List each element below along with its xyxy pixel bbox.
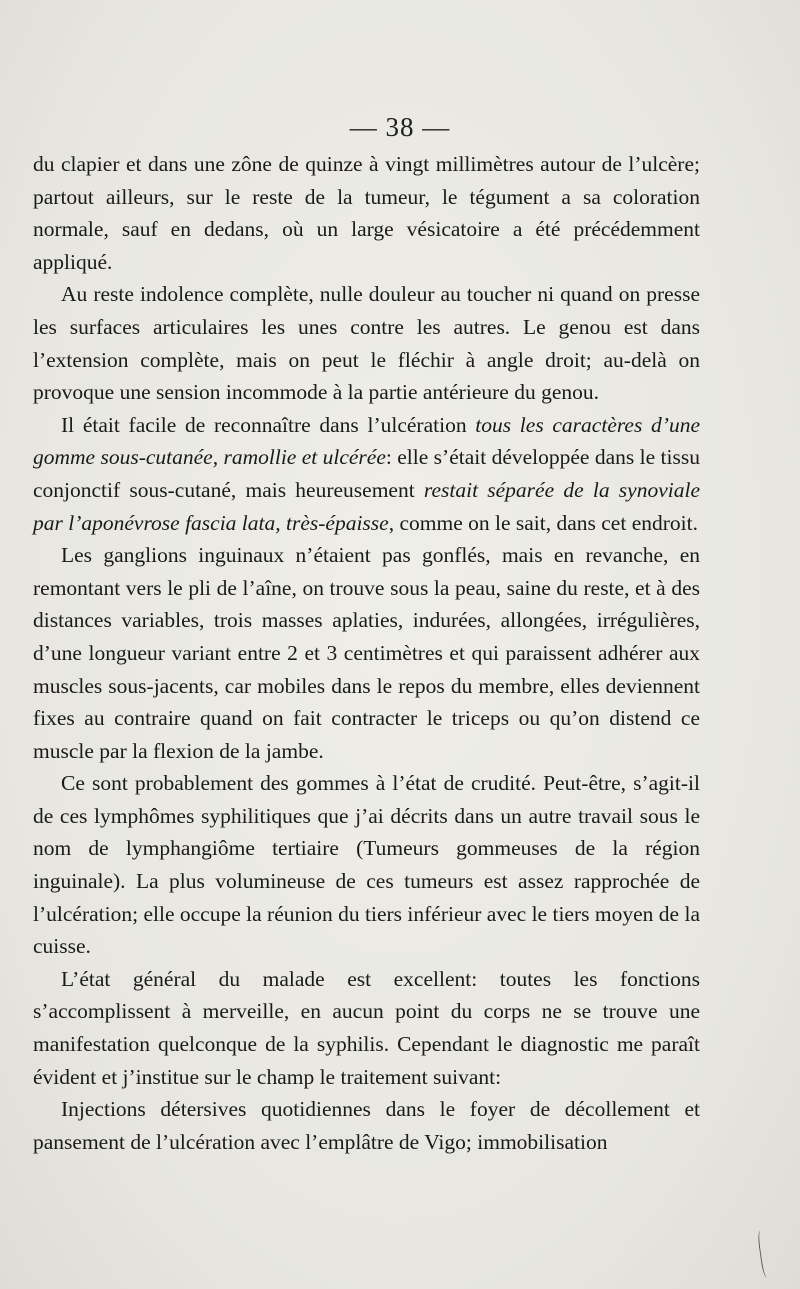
paragraph [33, 767, 700, 963]
margin-pencil-mark [757, 1230, 773, 1279]
text-run: , comme on le sait, dans cet endroit. [388, 510, 698, 535]
text-run: Au reste indolence complète, nulle douleur au toucher ni quand on presse les surfaces articulaires les unes contre les autres. Le genou est dans l’extension complète, mais on peut le fléchir à angle droit; au-delà on provoque une sension incommode à la partie antérieure du genou. [33, 282, 700, 405]
text-run: L’état général du malade est excellent: toutes les fonctions s’accomplissent à merveille, en aucun point du corps ne se trouve une manifestation quelconque de la syphilis. Cependant le diagnostic me paraît évident et j’institue sur le champ le traitement suivant: [33, 966, 700, 1089]
paragraph [33, 539, 700, 767]
text-run: Injections détersives quotidiennes dans le foyer de décollement et pansement de l’ulcération avec l’emplâtre de Vigo; immobilisation [33, 1097, 700, 1154]
italic-text-run: tous les caractères d’une gomme sous-cutanée, ramollie et ulcérée [33, 412, 700, 470]
italic-text-run: restait séparée de la synoviale par l’aponévrose fascia lata, très-épaisse [33, 477, 700, 535]
page-number: — 38 — [349, 112, 451, 142]
text-run: Les ganglions inguinaux n’étaient pas gonflés, mais en revanche, en remontant vers le pli de l’aîne, on trouve sous la peau, saine du reste, et à des distances variables, trois masses aplaties, indurées, allongées, irrégulières, d’une longueur variant entre 2 et 3 centimètres et qui paraissent adhérer aux muscles sous-jacents, car mobiles dans le repos du membre, elles deviennent fixes au contraire quand on fait contracter le triceps ou qu’on distend ce muscle par la flexion de la jambe. [33, 543, 700, 763]
paragraph [33, 148, 700, 278]
body-text [33, 148, 700, 1158]
paragraph [33, 1093, 700, 1158]
text-run: Ce sont probablement des gommes à l’état de crudité. Peut-être, s’agit-il de ces lymphômes syphilitiques que j’ai décrits dans un autre travail sous le nom de lymphangiôme tertiaire (Tumeurs gommeuses de la région inguinale). La plus volumineuse de ces tumeurs est assez rapprochée de l’ulcération; elle occupe la réunion du tiers inférieur avec le tiers moyen de la cuisse. [33, 771, 700, 959]
paragraph [33, 409, 700, 539]
text-run: : elle s’était développée dans le tissu conjonctif sous-cutané, mais heureusement [33, 445, 700, 502]
text-run: Il était facile de reconnaître dans l’ulcération [61, 412, 476, 437]
paragraph [33, 963, 700, 1093]
text-run: du clapier et dans une zône de quinze à vingt millimètres autour de l’ulcère; partout ailleurs, sur le reste de la tumeur, le tégument a sa coloration normale, sauf en dedans, où un large vésicatoire a été précédemment appliqué. [33, 152, 700, 274]
paragraph [33, 278, 700, 408]
